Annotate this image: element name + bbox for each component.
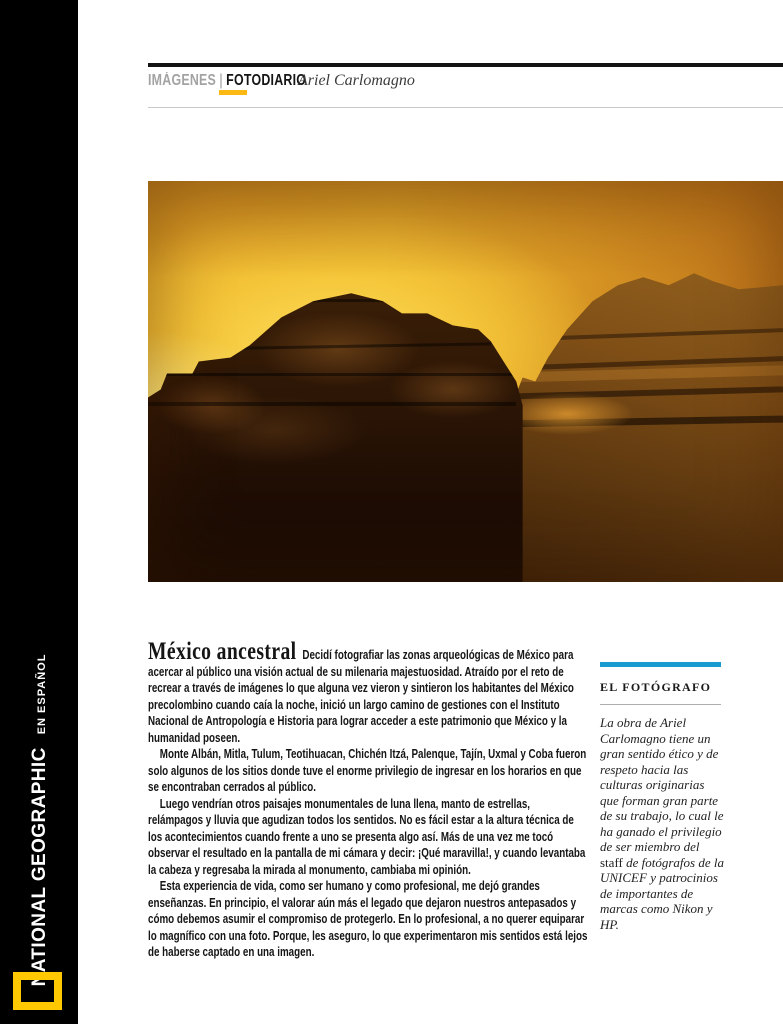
section-label: IMÁGENES <box>148 72 217 89</box>
brand-title: NATIONAL GEOGRAPHIC <box>29 747 50 987</box>
sidebar-accent-bar <box>600 662 721 667</box>
sidebar-rule <box>600 704 721 705</box>
bio-text-start: La obra de Ariel Carlomagno tiene un gran sentido ético y de respeto hacia las culturas originarias que forman gran parte de su trabajo, lo cual le ha ganado el privilegio de ser miembro del <box>600 715 724 854</box>
section-kicker <box>148 72 306 90</box>
bio-text-end: de fotógrafos de la UNICEF y patrocinios de importantes de marcas como Nikon y HP. <box>600 854 724 932</box>
photographer-bio <box>600 715 725 932</box>
header-bottom-rule <box>148 107 783 108</box>
bio-staff-word: staff <box>600 854 623 870</box>
photo-vignette <box>148 181 783 582</box>
brand-subtitle: EN ESPAÑOL <box>36 653 48 735</box>
article-paragraph: Luego vendrían otros paisajes monumentales de luna llena, manto de estrellas, relámpagos y lluvia que agudizan todos los sentidos. No es fácil estar a la altura técnica de los acontecimientos cuando frente a uno se presenta algo así. Más de una vez me tocó observar el resultado en la pantalla de mi cámara y decir: ¡Qué maravilla!, y cuando levantaba la cabeza y regresaba la mirada al monumento, cambiaba mi opinión. <box>148 796 586 877</box>
magazine-spine <box>0 0 78 1024</box>
article-lead: Decidí fotografiar las zonas arqueológicas de México para acercar al público una visión actual de su milenaria majestuosidad. <box>148 648 574 679</box>
article-paragraph: Esta experiencia de vida, como ser humano y como profesional, me dejó grandes enseñanzas. En principio, el valorar aún más el legado que dejaron nuestros antepasados y cómo debemos asumir el compromiso de protegerlo. En lo profesional, a no querer equiparar lo magnífico con una foto. Porque, les aseguro, lo que experimentaron mis sentidos está lejos de haberse captado en una imagen. <box>148 879 588 959</box>
article-body <box>148 638 588 961</box>
article-paragraph-text: Atraído por el reto de recrear a través de imágenes lo que alguna vez vieron y sintieron los habitantes del México precolombino cuando caía la noche, inició un largo camino de gestiones con el Instituto Nacional de Antropología e Historia para lograr acceder a este patrimonio que México y la humanidad poseen. <box>148 664 574 745</box>
accent-underline <box>219 90 247 95</box>
author-byline: Ariel Carlomagno <box>298 72 415 89</box>
spine-brand <box>29 654 51 987</box>
article-title: México ancestral <box>148 638 297 665</box>
article-paragraph: Monte Albán, Mitla, Tulum, Teotihuacan, Chichén Itzá, Palenque, Tajín, Uxmal y Coba fueron solo algunos de los sitios donde tuve el enorme privilegio de ingresar en los horarios en que se encontraban cerrados al público. <box>148 747 587 794</box>
photographer-sidebar <box>600 662 725 932</box>
article-first-paragraph <box>148 638 588 746</box>
sidebar-heading: EL FOTÓGRAFO <box>600 680 712 694</box>
kicker-separator: | <box>219 72 223 89</box>
subsection-label: FOTODIARIO <box>226 72 307 89</box>
header-top-rule <box>148 63 783 67</box>
national-geographic-frame-logo-icon <box>13 972 62 1010</box>
teotihuacan-photo <box>148 181 783 582</box>
